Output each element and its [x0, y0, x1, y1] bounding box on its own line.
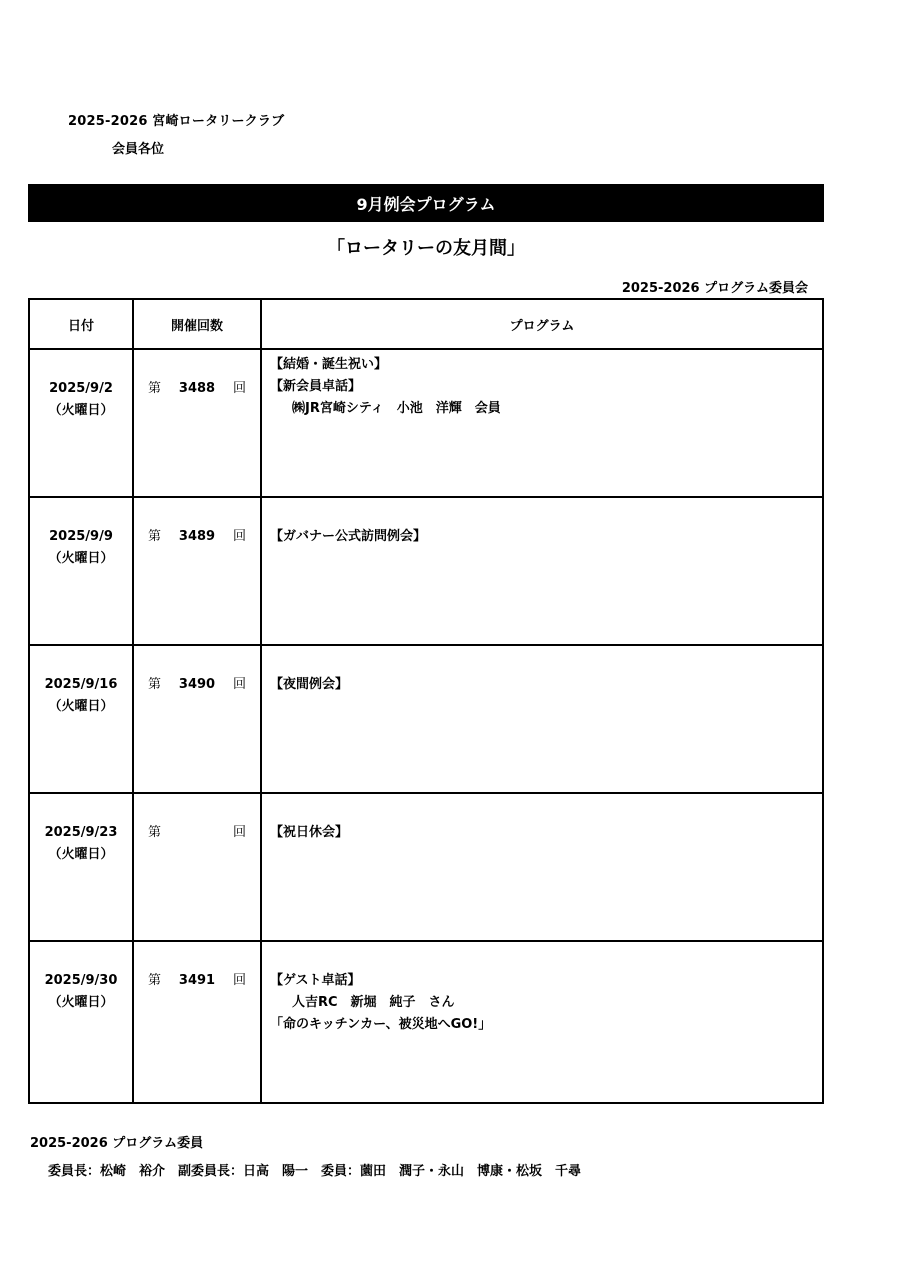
number-cell: [133, 349, 261, 497]
date-cell: [29, 497, 133, 645]
meeting-date: 2025/9/30: [44, 973, 118, 988]
meeting-number: 3490: [178, 677, 216, 692]
program-line: 【ガバナー公式訪問例会】: [270, 529, 427, 544]
program-line: 【祝日休会】: [270, 825, 349, 840]
footer-committee-title: 2025-2026 プログラム委員: [30, 1136, 204, 1151]
program-cell: [261, 645, 823, 793]
dai-label: 第: [148, 529, 162, 544]
kai-label: 回: [232, 381, 246, 396]
club-name: 2025-2026 宮崎ロータリークラブ: [68, 114, 285, 129]
number-cell: [133, 793, 261, 941]
meeting-weekday: （火曜日）: [48, 995, 114, 1010]
meeting-weekday: （火曜日）: [48, 847, 114, 862]
number-cell: [133, 645, 261, 793]
dai-label: 第: [148, 973, 162, 988]
program-cell: [261, 497, 823, 645]
number-cell: [133, 497, 261, 645]
dai-label: 第: [148, 825, 162, 840]
speaker-line: 人吉RC 新堀 純子 さん: [292, 995, 455, 1010]
date-cell: [29, 793, 133, 941]
dai-label: 第: [148, 381, 162, 396]
meeting-date: 2025/9/9: [49, 529, 113, 544]
meeting-number: 3489: [178, 529, 216, 544]
meeting-date: 2025/9/23: [44, 825, 118, 840]
meeting-weekday: （火曜日）: [48, 551, 114, 566]
banner-title: 9月例会プログラム: [356, 194, 496, 214]
program-line: 【夜間例会】: [270, 677, 349, 692]
program-line: 【結婚・誕生祝い】: [270, 357, 388, 372]
meeting-weekday: （火曜日）: [48, 699, 114, 714]
table-row: [29, 349, 823, 497]
meeting-date: 2025/9/2: [49, 381, 113, 396]
table-header-row: [29, 299, 823, 349]
header-date: 日付: [29, 299, 133, 349]
date-cell: [29, 349, 133, 497]
number-cell: [133, 941, 261, 1103]
program-line: 【新会員卓話】: [270, 379, 362, 394]
program-cell: [261, 349, 823, 497]
program-line: 【ゲスト卓話】: [270, 973, 361, 988]
speaker-line: ㈱JR宮崎シティ 小池 洋輝 会員: [292, 401, 501, 416]
date-cell: [29, 645, 133, 793]
footer-committee-members: 委員長：松崎 裕介 副委員長：日高 陽一 委員：薗田 潤子・永山 博康・松坂 千尋: [48, 1164, 582, 1179]
addressee: 会員各位: [112, 142, 165, 157]
program-banner: [28, 184, 824, 222]
program-cell: [261, 793, 823, 941]
meeting-number: 3491: [178, 973, 216, 988]
meeting-weekday: （火曜日）: [48, 403, 114, 418]
program-table: [28, 298, 824, 1104]
kai-label: 回: [232, 529, 246, 544]
header-meeting-number: 開催回数: [133, 299, 261, 349]
meeting-number: 3488: [178, 381, 216, 396]
committee-label: 2025-2026 プログラム委員会: [621, 281, 808, 296]
program-cell: [261, 941, 823, 1103]
dai-label: 第: [148, 677, 162, 692]
kai-label: 回: [232, 677, 246, 692]
meeting-date: 2025/9/16: [44, 677, 118, 692]
kai-label: 回: [232, 973, 246, 988]
table-row: [29, 645, 823, 793]
kai-label: 回: [232, 825, 246, 840]
table-row: [29, 941, 823, 1103]
month-theme: 「ロータリーの友月間」: [327, 238, 525, 259]
program-line: 「命のキッチンカー、被災地へGO!」: [270, 1017, 492, 1032]
table-row: [29, 793, 823, 941]
date-cell: [29, 941, 133, 1103]
header-program: プログラム: [261, 299, 823, 349]
table-row: [29, 497, 823, 645]
